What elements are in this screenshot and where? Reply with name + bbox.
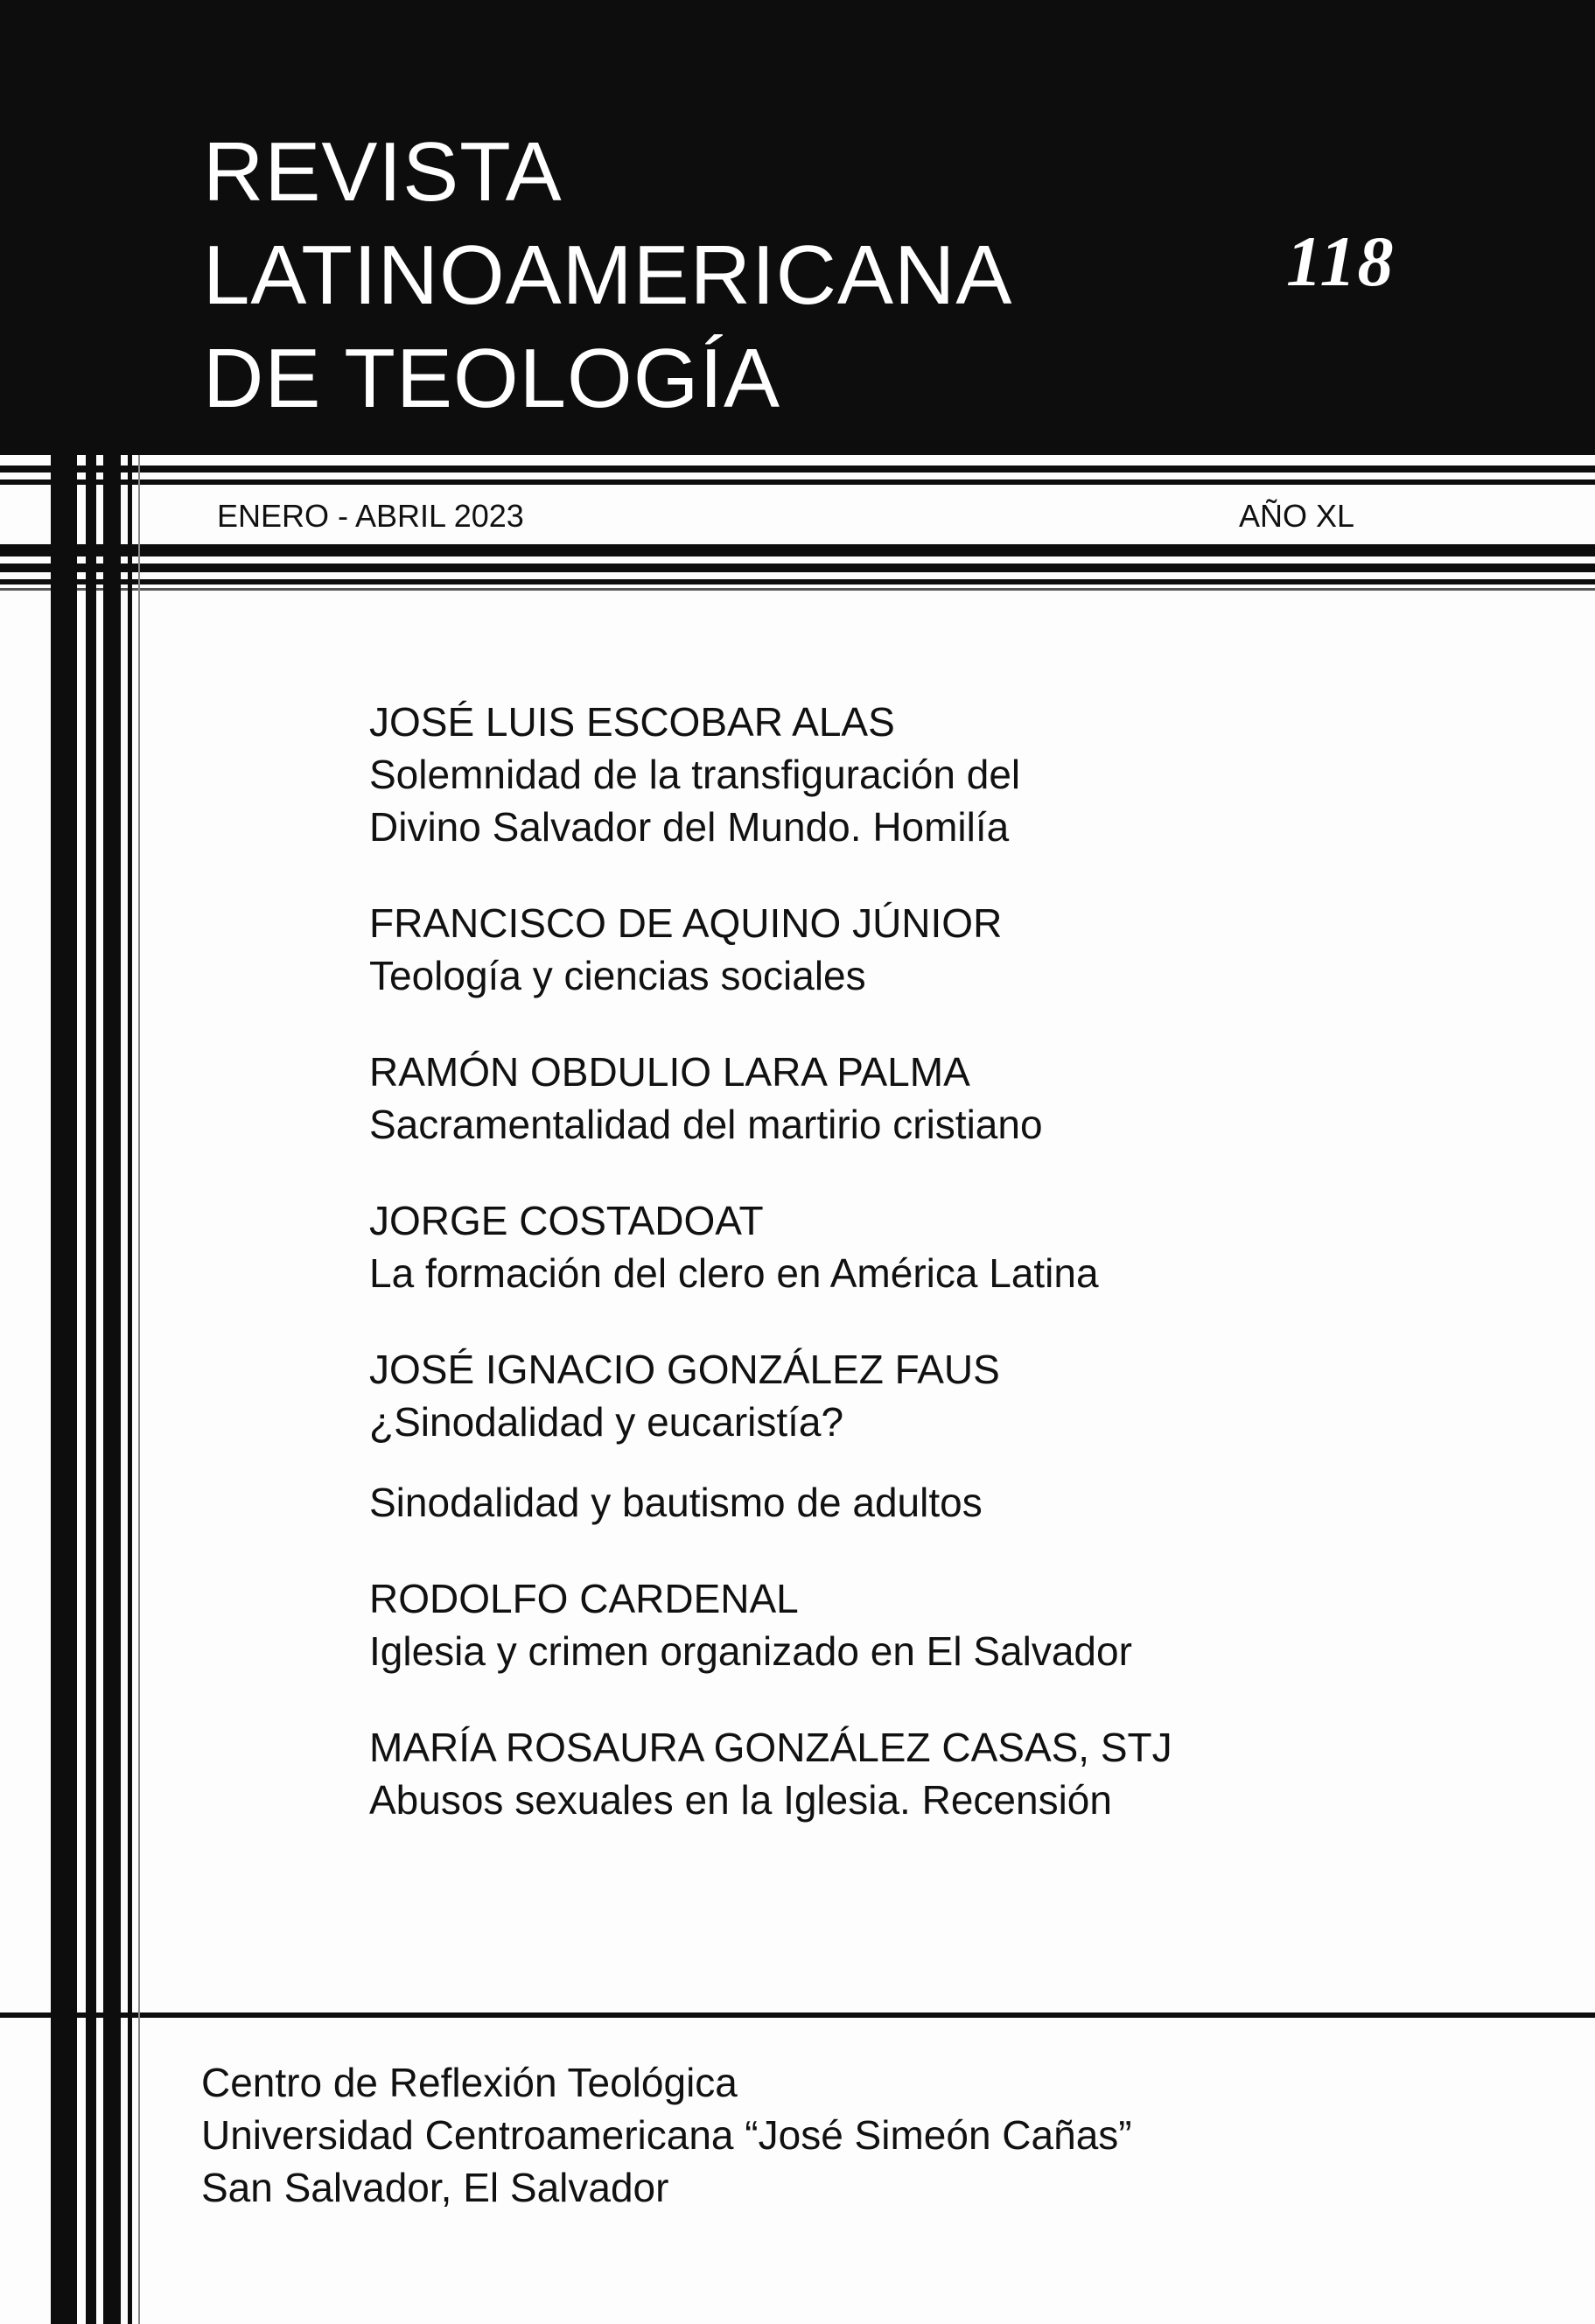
horizontal-rule [0, 466, 1595, 472]
toc-author: RODOLFO CARDENAL [369, 1576, 799, 1621]
issue-period: ENERO - ABRIL 2023 [217, 498, 524, 534]
publisher-line: Universidad Centroamericana “José Simeón Cañas” [201, 2112, 1132, 2158]
vertical-bar [51, 455, 77, 2324]
vertical-bar [103, 455, 121, 2324]
toc-author: RAMÓN OBDULIO LARA PALMA [369, 1049, 970, 1095]
toc-entry [369, 1572, 1542, 1677]
toc-entry [369, 1046, 1542, 1151]
publisher-line: San Salvador, El Salvador [201, 2165, 669, 2210]
toc-entry [369, 1343, 1542, 1529]
toc-article: La formación del clero en América Latina [369, 1250, 1099, 1296]
journal-title [203, 121, 1012, 430]
issue-strip [217, 497, 1372, 536]
toc-author: MARÍA ROSAURA GONZÁLEZ CASAS, STJ [369, 1725, 1172, 1770]
vertical-bar [138, 455, 140, 2324]
header-band [0, 0, 1595, 455]
title-line-2: LATINOAMERICANA [203, 228, 1013, 322]
title-line-1: REVISTA [203, 125, 563, 219]
toc-article: Sacramentalidad del martirio cristiano [369, 1102, 1043, 1147]
toc-author: JORGE COSTADOAT [369, 1198, 764, 1243]
horizontal-rule [0, 564, 1595, 572]
toc-article: Divino Salvador del Mundo. Homilía [369, 804, 1010, 850]
toc-entry [369, 1194, 1542, 1299]
toc-article: Abusos sexuales en la Iglesia. Recensión [369, 1777, 1112, 1823]
footer-rule [0, 2012, 1595, 2018]
horizontal-rule [0, 544, 1595, 556]
toc-author: JOSÉ IGNACIO GONZÁLEZ FAUS [369, 1347, 1000, 1392]
toc-article: Solemnidad de la transfiguración del [369, 752, 1021, 797]
table-of-contents [369, 696, 1542, 1870]
toc-author: FRANCISCO DE AQUINO JÚNIOR [369, 900, 1003, 946]
issue-year: AÑO XL [1239, 498, 1355, 534]
toc-article: Iglesia y crimen organizado en El Salvador [369, 1628, 1132, 1674]
title-line-3: DE TEOLOGÍA [203, 332, 781, 425]
horizontal-rule [0, 588, 1595, 591]
vertical-bar [86, 455, 96, 2324]
toc-author: JOSÉ LUIS ESCOBAR ALAS [369, 699, 895, 745]
toc-entry [369, 897, 1542, 1002]
vertical-bar [128, 455, 132, 2324]
toc-entry [369, 696, 1542, 853]
horizontal-rule [0, 579, 1595, 584]
horizontal-rule [0, 480, 1595, 485]
issue-number: 118 [1286, 221, 1396, 301]
toc-article-extra: Sinodalidad y bautismo de adultos [369, 1480, 983, 1525]
toc-article: ¿Sinodalidad y eucaristía? [369, 1399, 844, 1445]
publisher-line: Centro de Reflexión Teológica [201, 2060, 738, 2105]
toc-entry [369, 1721, 1542, 1826]
publisher-block [201, 2056, 1132, 2214]
toc-article: Teología y ciencias sociales [369, 953, 866, 998]
